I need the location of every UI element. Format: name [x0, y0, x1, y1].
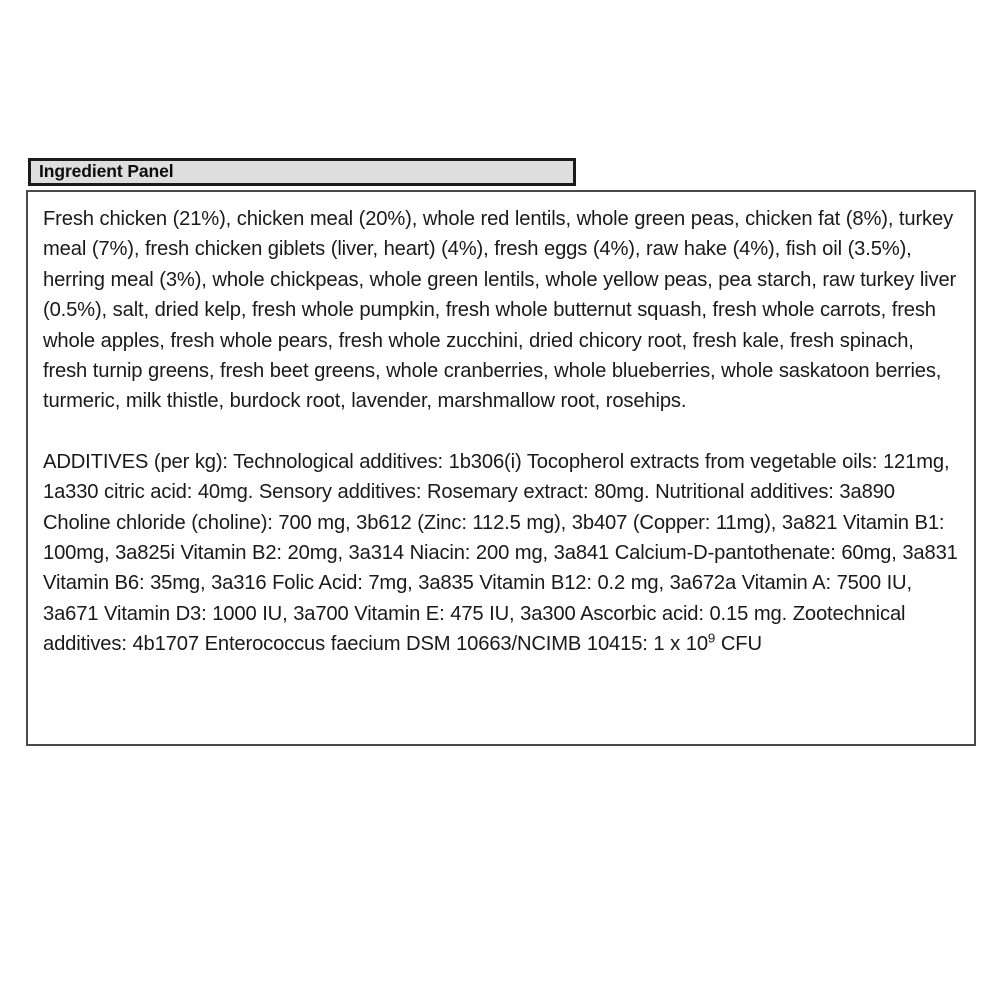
additives-tail-text: CFU [715, 633, 762, 656]
additives-exponent: 9 [707, 630, 716, 646]
ingredient-panel-body [26, 190, 976, 746]
additives-text [43, 447, 958, 660]
ingredient-panel-header [28, 158, 576, 186]
additives-main-text: ADDITIVES (per kg): Technological additives: 1b306(i) Tocopherol extracts from vegetable oils: 121mg, 1a330 citric acid: 40mg. Sensory additives: Rosemary extract: 80mg. Nutritional additives: 3a890 Choline chloride (choline): 700 mg, 3b612 (Zinc: 112.5 mg), 3b407 (Copper: 11mg), 3a821 Vitamin B1: 100mg, 3a825i Vitamin B2: 20mg, 3a314 Niacin: 200 mg, 3a841 Calcium-D-pantothenate: 60mg, 3a831 Vitamin B6: 35mg, 3a316 Folic Acid: 7mg, 3a835 Vitamin B12: 0.2 mg, 3a672a Vitamin A: 7500 IU, 3a671 Vitamin D3: 1000 IU, 3a700 Vitamin E: 475 IU, 3a300 Ascorbic acid: 0.15 mg. Zootechnical additives: 4b1707 Enterococcus faecium DSM 10663/NCIMB 10415: 1 x 10 [43, 450, 958, 656]
ingredients-text: Fresh chicken (21%), chicken meal (20%), whole red lentils, whole green peas, chicken fat (8%), turkey meal (7%), fresh chicken giblets (liver, heart) (4%), fresh eggs (4%), raw hake (4%), fish oil (3.5%), herring meal (3%), whole chickpeas, whole green lentils, whole yellow peas, pea starch, raw turkey liver (0.5%), salt, dried kelp, fresh whole pumpkin, fresh whole butternut squash, fresh whole carrots, fresh whole apples, fresh whole pears, fresh whole zucchini, dried chicory root, fresh kale, fresh spinach, fresh turnip greens, fresh beet greens, whole cranberries, whole blueberries, whole saskatoon berries, turmeric, milk thistle, burdock root, lavender, marshmallow root, rosehips. [43, 208, 957, 413]
page-title: Ingredient Panel [39, 161, 174, 182]
